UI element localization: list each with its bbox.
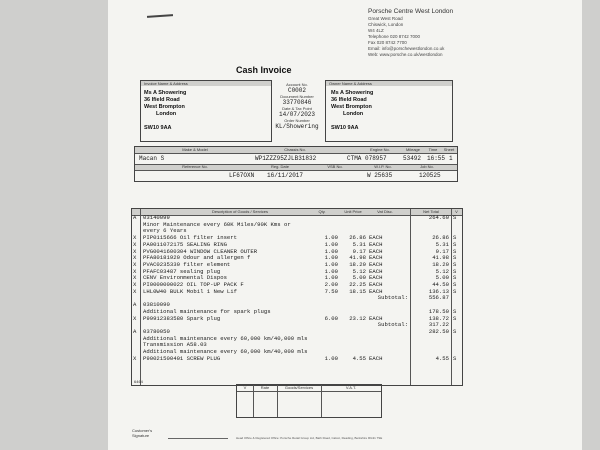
item-unit-price: 23.12 [349,314,366,322]
item-vat-code: S [453,354,457,362]
item-vat-code: S [453,240,457,248]
header-net-total: Net Total [423,209,439,214]
item-net-total: 44.50 [432,281,449,288]
owner-label: Owner Name & Address [326,81,452,86]
item-net-total: 5.31 [435,240,449,248]
item-description: 03780050 [143,327,170,335]
address-line: Email: info@porschewestlondon.co.uk [368,46,445,51]
registered-office: Head Office & Registered Office: Porsche Retail Group Ltd, Bath Road, Calcot, Reading, Berkshire RG31 7SE [236,436,383,440]
order-label: Order Number [284,118,310,123]
item-net-total: 4.55 [435,354,449,362]
item-unit-price: 18.20 [349,260,366,268]
item-code: X [133,267,137,275]
item-vat-code: S [453,327,457,335]
owner-name-line: Ms A Showering [331,90,374,96]
reg-date: 16/11/2017 [267,172,304,179]
invoice-name-line: London [156,111,177,117]
item-code: X [133,274,137,282]
item-description: PVG0041600304 WINDOW CLEANER OUTER [143,247,258,255]
vat-header-v: V [243,385,247,390]
item-net-total: 136.13 [428,287,449,295]
item-code: X [133,287,137,295]
item-code: A [133,301,137,309]
date-label: Date & Tax Point [282,106,312,111]
account-number: C0002 [287,87,306,94]
order-number: KL/Showering [275,123,319,130]
mileage: 53492 [403,155,422,162]
address-line: Web: www.porsche.co.uk/westlondon [368,52,443,57]
header-time: Time [428,147,438,152]
header-reg-date: Reg. Date [270,164,289,169]
address-line: Great West Road [368,16,403,21]
item-qty: 1.00 [324,234,338,242]
header-make-model: Make & Model [182,147,208,152]
item-subtotal-label: Subtotal: [377,294,408,302]
item-unit-price: 5.31 [352,240,366,248]
account-block [272,82,322,130]
wip-number: W 25635 [367,172,393,179]
address-line: Telephone 020 8742 7000 [368,34,421,39]
item-description: LHL0W40 BULK Mobil 1 New Lif [143,287,237,295]
item-qty: 1.00 [324,240,338,248]
item-unit: EACH [369,354,383,362]
item-unit: EACH [369,247,383,255]
item-unit-price: 22.25 [349,281,366,288]
job-number: 120525 [419,172,441,179]
item-unit: EACH [369,274,383,282]
item-description: PI0000000022 OIL TOP-UP PACK F [143,281,244,288]
sheet: 1 [449,155,453,162]
item-description: Additional maintenance for spark plugs [143,307,271,315]
item-code: X [133,247,137,255]
signature-line [168,438,228,439]
header-job: Job No. [420,164,434,169]
item-description: PFA80181920 Odour and allergen f [143,254,251,262]
signature-label: Customer's Signature [132,428,153,438]
item-code: X [133,254,137,262]
item-net-total: 138.72 [428,314,449,322]
item-code: X [133,260,137,268]
header-engine: Engine No. [370,147,390,152]
invoice-title: Cash Invoice [236,65,292,75]
item-net-total: 5.00 [435,274,449,282]
invoice-name-label: Invoice Name & Address [141,81,271,86]
items-table [131,208,463,386]
item-net-total: 26.86 [432,234,449,242]
item-vat-code: S [453,214,457,221]
item-unit-price: 5.00 [352,274,366,282]
item-net-total: 282.50 [428,327,449,335]
invoice-name-box [140,80,272,142]
dealer-address-block [368,7,488,58]
header-qty: Qty. [318,209,326,214]
item-unit: EACH [369,240,383,248]
item-vat-code: S [453,234,457,242]
item-unit: EACH [369,267,383,275]
item-row [132,322,462,329]
document-label: Document Number [280,94,314,99]
invoice-name-line: 36 Ifield Road [144,97,180,103]
item-qty: 7.50 [324,287,338,295]
item-code: X [133,314,137,322]
header-disc: Vat Disc. [377,209,393,214]
item-description: every 6 Years [143,227,187,235]
item-row [132,356,462,363]
address-line: Fax 020 8742 7700 [368,40,407,45]
item-qty: 1.00 [324,247,338,255]
item-qty: 1.00 [324,260,338,268]
item-code: A [133,327,137,335]
item-net-total: 556.87 [428,294,449,302]
item-vat-code: S [453,307,457,315]
dealer-name: Porsche Centre West London [368,8,454,15]
item-description: P99912383580 Spark plug [143,314,221,322]
address-line: W4 4LZ [368,28,384,33]
item-description: PIP0115666 Oil filter insert [143,234,237,242]
engine-number: CTMA 078957 [347,155,387,162]
item-qty: 6.00 [324,314,338,322]
header-mileage: Mileage [405,147,420,152]
invoice-name-line: West Brompton [144,104,185,110]
item-unit: EACH [369,234,383,242]
header-description: Description of Goods / Services [211,209,269,214]
owner-postcode: SW10 9AA [331,125,359,131]
item-unit-price: 26.86 [349,234,366,242]
item-unit-price: 5.12 [352,267,366,275]
item-vat-code: S [453,274,457,282]
vat-header-goods: Goods/Services [284,385,314,390]
owner-box [325,80,453,142]
item-code: X [133,234,137,242]
item-net-total: 41.98 [432,254,449,262]
header-sheet: Sheet [443,147,455,152]
item-unit: EACH [369,314,383,322]
item-code: X [133,281,137,288]
item-row [132,316,462,323]
item-net-total: 9.17 [435,247,449,255]
item-subtotal-label: Subtotal: [377,321,408,329]
item-description: Transmission A58.03 [143,341,207,349]
item-description: 03810090 [143,301,170,309]
item-qty: 2.00 [324,281,338,288]
item-description: Minor Maintenance every 60K Miles/90K Kms or [143,220,291,228]
time: 16:55 [427,155,446,162]
header-reference: Reference No. [182,164,208,169]
item-net-total: 317.22 [428,321,449,329]
item-code: X [133,354,137,362]
header-v: V [455,209,458,214]
item-unit: EACH [369,281,383,288]
header-wip: W.I.P. No. [374,164,392,169]
item-unit: EACH [369,287,383,295]
vat-table [236,384,382,418]
item-net-total: 18.20 [432,260,449,268]
account-label: Account No. [286,82,308,87]
invoice-name-line: Ms A Showering [144,90,187,96]
item-qty: 1.00 [324,267,338,275]
item-description: Additional maintenance every 60,000 km/40,000 mls [143,348,308,355]
make-model: Macan S [139,155,165,162]
vehicle-table [134,146,458,182]
item-description: PA0011072175 SEALING RING [143,240,227,248]
invoice-date: 14/07/2023 [278,111,315,118]
item-description: PVAC0235330 filter element [143,260,231,268]
vat-header-rate: Rate [260,385,270,390]
item-vat-code: S [453,314,457,322]
item-row [132,289,462,296]
item-net-total: 264.60 [428,214,449,221]
item-vat-code: S [453,267,457,275]
header-vsb: VSB No. [327,164,343,169]
item-unit-price: 41.98 [349,254,366,262]
item-unit-price: 9.17 [352,247,366,255]
item-unit: EACH [369,254,383,262]
address-line: Chiswick, London [368,22,404,27]
owner-name-line: 36 Ifield Road [331,97,367,103]
item-vat-code: S [453,281,457,288]
item-vat-code: S [453,287,457,295]
owner-name-line: London [343,111,364,117]
item-description: CENV Environmental Dispos [143,274,227,282]
item-qty: 1.00 [324,274,338,282]
item-qty: 1.00 [324,354,338,362]
item-description: PFAFC03487 sealing plug [143,267,221,275]
item-unit-price: 4.55 [352,354,366,362]
reference-number: LF67OXN [229,172,255,179]
item-net-total: 178.50 [428,307,449,315]
item-vat-code: S [453,260,457,268]
item-unit-price: 18.15 [349,287,366,295]
header-unit-price: Unit Price [344,209,362,214]
item-description: P90021500401 SCREW PLUG [143,354,221,362]
item-vat-code: S [453,247,457,255]
header-chassis: Chassis No. [284,147,306,152]
item-description: 03140099 [143,214,170,221]
owner-name-line: West Brompton [331,104,372,110]
invoice-postcode: SW10 9AA [144,125,172,131]
page-reference: 6464 [134,379,143,384]
vat-header-vat: V.A.T. [345,385,357,390]
item-qty: 1.00 [324,254,338,262]
item-vat-code: S [453,254,457,262]
document-number: 33770846 [282,99,312,106]
item-unit: EACH [369,260,383,268]
item-code: X [133,240,137,248]
item-code: A [133,214,137,221]
item-net-total: 5.12 [435,267,449,275]
item-row [132,295,462,302]
chassis-number: WP1ZZZ95ZJLB31832 [255,155,317,162]
item-description: Additional maintenance every 60,000 km/40,000 mls [143,334,308,342]
